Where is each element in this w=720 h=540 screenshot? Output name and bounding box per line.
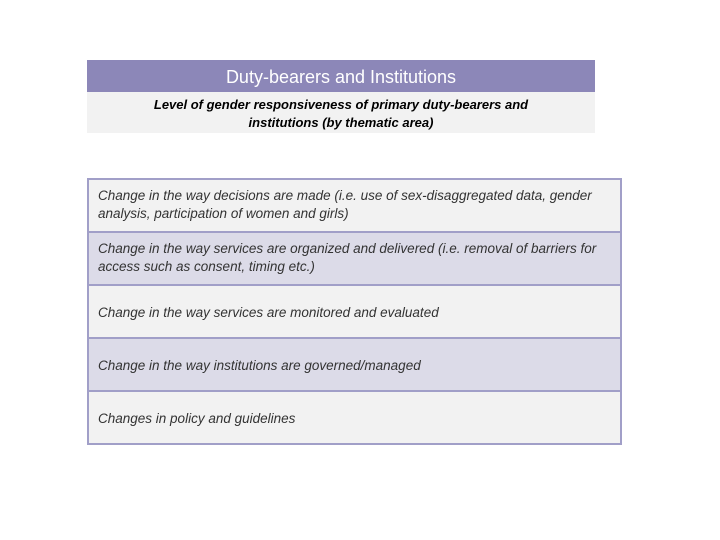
list-item-text: Changes in policy and guidelines: [98, 411, 296, 426]
list-item-text: Change in the way services are monitored and evaluated: [98, 305, 439, 320]
list-item-line-2: analysis, participation of women and girls): [98, 206, 349, 221]
thematic-area-list: [87, 178, 622, 445]
list-item-line-1: Change in the way decisions are made (i.e. use of sex-disaggregated data, gender: [98, 188, 592, 203]
header-subtitle-line-2: institutions (by thematic area): [248, 115, 434, 130]
header-box: [87, 60, 595, 133]
list-item: [89, 286, 620, 337]
header-title: Duty-bearers and Institutions: [87, 60, 595, 92]
list-item-line-2: access such as consent, timing etc.): [98, 259, 315, 274]
list-item-text: Change in the way institutions are governed/managed: [98, 358, 421, 373]
header-subtitle: [87, 92, 595, 133]
list-item: [89, 233, 620, 284]
header-subtitle-line-1: Level of gender responsiveness of primary duty-bearers and: [153, 97, 529, 112]
list-item: [89, 339, 620, 390]
list-item-line-1: Change in the way services are organized and delivered (i.e. removal of barriers for: [98, 241, 597, 256]
list-item: [89, 180, 620, 231]
list-item: [89, 392, 620, 443]
